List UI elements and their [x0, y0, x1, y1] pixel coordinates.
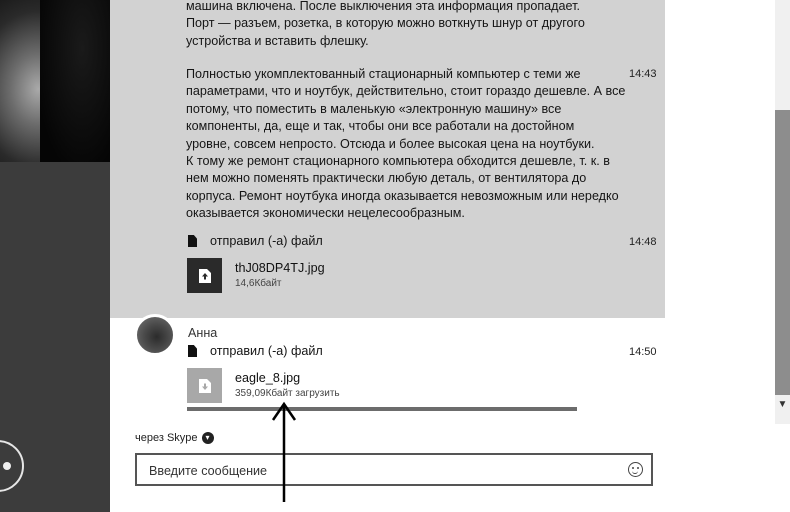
- call-panel: [0, 0, 110, 512]
- scrollbar[interactable]: [775, 0, 790, 424]
- chevron-down-icon[interactable]: ▾: [202, 432, 214, 444]
- file-name[interactable]: eagle_8.jpg: [235, 371, 301, 385]
- message-input[interactable]: [147, 461, 621, 481]
- message-time: 14:50: [629, 346, 657, 358]
- call-control-button[interactable]: [0, 440, 24, 492]
- file-sent-label: отправил (-а) файл: [210, 234, 323, 248]
- scroll-down-arrow[interactable]: ▼: [777, 399, 788, 410]
- message-time: 14:43: [629, 68, 657, 80]
- file-size: 14,6Кбайт: [235, 278, 282, 289]
- file-sent-line: [188, 344, 323, 358]
- file-sent-line: [188, 234, 323, 248]
- file-sent-label: отправил (-а) файл: [210, 344, 323, 358]
- document-icon: [188, 345, 197, 357]
- smiley-icon[interactable]: [628, 462, 643, 477]
- message-time: 14:48: [629, 236, 657, 248]
- send-via-selector[interactable]: [135, 432, 214, 444]
- document-icon: [188, 235, 197, 247]
- message-text: машина включена. После выключения эта информация пропадает. Порт — разъем, розетка, в которую можно воткнуть шнур от другого устройства и вставить флешку.: [186, 0, 585, 48]
- annotation-arrow: [262, 398, 306, 506]
- file-name[interactable]: thJ08DP4TJ.jpg: [235, 261, 325, 275]
- scrollbar-thumb[interactable]: [775, 110, 790, 395]
- video-feed: [0, 0, 110, 162]
- avatar[interactable]: [134, 314, 176, 356]
- file-size-download-link[interactable]: 359,09Кбайт загрузить: [235, 388, 340, 399]
- call-control-icon: [3, 462, 11, 470]
- message-text: Полностью укомплектованный стационарный компьютер с теми же параметрами, что и ноутбук, действительно, стоит гораздо дешевле. А все потому, что поместить в маленькую «электронную машину» все компоненты, да, еще и так, чтобы они все работали на достойном уровне, совсем непросто. Отсюда и более высокая цена на ноутбуки. К тому же ремонт стационарного компьютера обходится дешевле, т. к. в нем можно поменять практически любую деталь, от вентилятора до корпуса. Ремонт ноутбука иногда оказывается невозможным или нередко оказывается экономически нецелесообразным.: [186, 67, 626, 221]
- send-via-label: через Skype: [135, 432, 198, 444]
- sender-name: Анна: [188, 326, 218, 340]
- download-arrow-icon[interactable]: [187, 368, 222, 403]
- message-compose-box[interactable]: [135, 453, 653, 486]
- download-arrow-icon[interactable]: [187, 258, 222, 293]
- download-progress-bar: [187, 407, 577, 411]
